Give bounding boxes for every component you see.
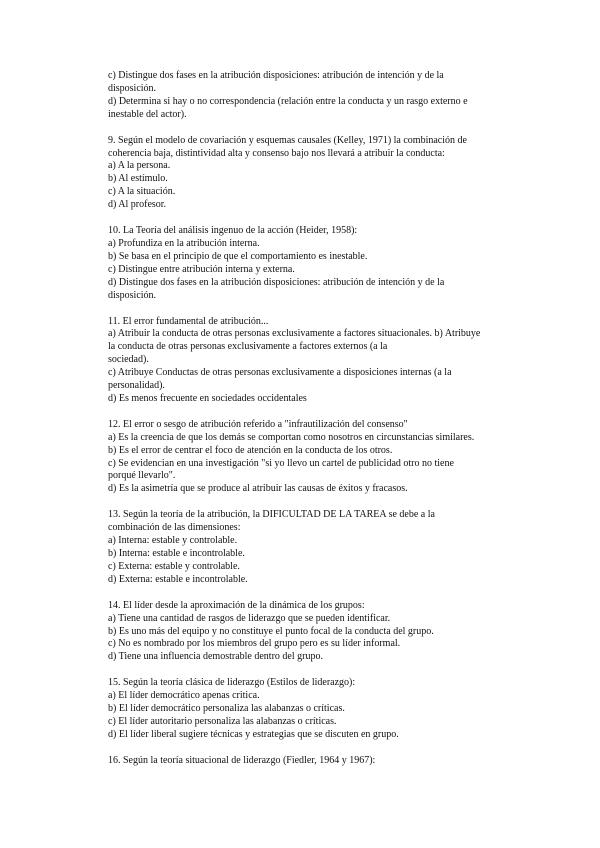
text-line: 15. Según la teoría clásica de liderazgo (Estilos de liderazgo): <box>108 677 356 689</box>
text-line: d) Es la asimetría que se produce al atribuir las causas de éxitos y fracasos. <box>108 483 408 495</box>
text-line: a) Es la creencia de que los demás se comportan como nosotros en circunstancias similares. <box>108 431 475 443</box>
text-line: d) Es menos frecuente en sociedades occidentales <box>108 392 307 404</box>
text-line: d) El líder liberal sugiere técnicas y estrategias que se discuten en grupo. <box>108 728 399 740</box>
text-line: a) Atribuir la conducta de otras personas exclusivamente a factores situacionales. b) Atribuye <box>108 328 481 340</box>
text-line: 10. La Teoría del análisis ingenuo de la acción (Heider, 1958): <box>108 225 358 237</box>
text-line: d) Tiene una influencia demostrable dentro del grupo. <box>108 651 323 663</box>
document-page <box>108 70 518 768</box>
text-line: b) Al estímulo. <box>108 173 168 185</box>
paragraph-gap <box>108 406 518 419</box>
text-line: disposición. <box>108 289 157 301</box>
text-line: 11. El error fundamental de atribución... <box>108 315 269 327</box>
text-line: d) Externa: estable e incontrolable. <box>108 573 248 585</box>
text-line: c) No es nombrado por los miembros del grupo pero es su líder informal. <box>108 638 401 650</box>
text-line: la conducta de otras personas exclusivamente a factores externos (a la <box>108 341 388 353</box>
paragraph-gap <box>108 496 518 509</box>
text-line: d) Distingue dos fases en la atribución disposiciones: atribución de intención y de la <box>108 276 445 288</box>
text-line: combinación de las dimensiones: <box>108 522 241 534</box>
paragraph-gap <box>108 742 518 755</box>
paragraph-gap <box>108 303 518 316</box>
paragraph-gap <box>108 664 518 677</box>
paragraph-gap <box>108 587 518 600</box>
paragraph-gap <box>108 212 518 225</box>
text-line: d) Al profesor. <box>108 199 167 211</box>
text-line: c) Distingue dos fases en la atribución disposiciones: atribución de intención y de la <box>108 70 444 81</box>
text-line: inestable del actor). <box>108 108 187 120</box>
text-line: a) Profundiza en la atribución interna. <box>108 237 260 249</box>
text-line: sociedad). <box>108 354 149 366</box>
text-line: c) Se evidencian en una investigación "si yo llevo un cartel de publicidad otro no tiene <box>108 457 454 469</box>
text-line: a) El líder democrático apenas critica. <box>108 690 260 702</box>
text-line: a) Tiene una cantidad de rasgos de liderazgo que se pueden identificar. <box>108 612 391 624</box>
text-line: 13. Según la teoría de la atribución, la DIFICULTAD DE LA TAREA se debe a la <box>108 509 435 521</box>
text-line: c) Externa: estable y controlable. <box>108 560 240 572</box>
text-line: personalidad). <box>108 380 165 392</box>
text-line: a) A la persona. <box>108 160 171 172</box>
text-line: b) El líder democrático personaliza las alabanzas o críticas. <box>108 703 345 715</box>
text-line: 16. Según la teoría situacional de liderazgo (Fiedler, 1964 y 1967): <box>108 754 376 766</box>
text-line: 9. Según el modelo de covariación y esquemas causales (Kelley, 1971) la combinación de <box>108 134 467 146</box>
text-line: disposición. <box>108 82 157 94</box>
text-line: b) Es el error de centrar el foco de atención en la conducta de los otros. <box>108 444 393 456</box>
text-line: c) El líder autoritario personaliza las alabanzas o críticas. <box>108 715 337 727</box>
text-line: b) Se basa en el principio de que el comportamiento es inestable. <box>108 250 368 262</box>
text-line: coherencia baja, distintividad alta y consenso bajo nos llevará a atribuir la conducta: <box>108 147 445 159</box>
text-line: porqué llevarlo". <box>108 470 176 482</box>
text-line: c) Distingue entre atribución interna y externa. <box>108 263 295 275</box>
text-line: 14. El líder desde la aproximación de la dinámica de los grupos: <box>108 599 365 611</box>
text-line: c) A la situación. <box>108 186 176 198</box>
text-line: b) Es uno más del equipo y no constituye el punto focal de la conducta del grupo. <box>108 625 434 637</box>
paragraph-gap <box>108 122 518 135</box>
text-line: c) Atribuye Conductas de otras personas exclusivamente a disposiciones internas (a la <box>108 367 452 379</box>
text-line: d) Determina si hay o no correspondencia (relación entre la conducta y un rasgo externo e <box>108 95 468 107</box>
text-line: 12. El error o sesgo de atribución referido a "infrautilización del consenso" <box>108 418 408 430</box>
text-line: b) Interna: estable e incontrolable. <box>108 548 245 559</box>
text-line: a) Interna: estable y controlable. <box>108 535 238 547</box>
